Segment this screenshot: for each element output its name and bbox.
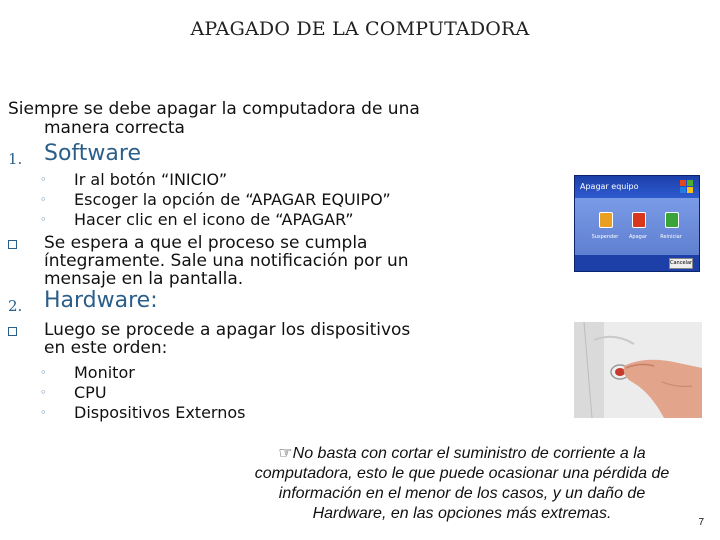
bullet-icon: ◦ xyxy=(40,386,47,399)
list-item: ◦ Monitor xyxy=(40,363,135,382)
list-item: ◦ Escoger la opción de “APAGAR EQUIPO” xyxy=(40,190,391,209)
bullet-icon: ◦ xyxy=(40,213,47,226)
dialog-body xyxy=(575,198,699,255)
square-bullet-icon xyxy=(8,240,17,249)
section-heading-software: Software xyxy=(44,141,141,166)
power-button-photo xyxy=(574,322,702,418)
intro-line-2: manera correcta xyxy=(44,118,185,138)
suspend-label: Suspender xyxy=(591,234,619,240)
hand-pressing-button-illustration xyxy=(574,322,702,418)
page-number: 7 xyxy=(698,517,704,528)
section-number-1: 1. xyxy=(8,150,23,168)
bullet-icon: ◦ xyxy=(40,406,47,419)
section-1-paragraph: Se espera a que el proceso se cumpla íntegramente. Sale una notificación por un mensaje en la pantalla. xyxy=(44,233,409,289)
suspend-button[interactable] xyxy=(599,212,613,228)
intro-line-1: Siempre se debe apagar la computadora de una xyxy=(8,99,420,119)
page-title: APAGADO DE LA COMPUTADORA xyxy=(190,18,530,40)
cancel-button[interactable]: Cancelar xyxy=(669,258,693,269)
power-off-button[interactable] xyxy=(632,212,646,228)
restart-label: Reiniciar xyxy=(660,234,682,240)
bullet-icon: ◦ xyxy=(40,366,47,379)
bullet-icon: ◦ xyxy=(40,193,47,206)
list-item: ◦ Ir al botón “INICIO” xyxy=(40,170,228,189)
dialog-title: Apagar equipo xyxy=(580,182,639,191)
warning-note: ☞No basta con cortar el suministro de corriente a la computadora, esto le que puede ocasionar una pérdida de información en el menor de los casos, y un daño de Hardware, en las opciones más extremas. xyxy=(254,443,670,522)
restart-button[interactable] xyxy=(665,212,679,228)
list-item: ◦ CPU xyxy=(40,383,107,402)
windows-logo-icon xyxy=(680,180,694,194)
section-heading-hardware: Hardware: xyxy=(44,288,158,313)
list-item: ◦ Dispositivos Externos xyxy=(40,403,246,422)
intro-text xyxy=(8,100,488,138)
section-number-2: 2. xyxy=(8,297,23,315)
hand-pointer-icon: ☞ xyxy=(278,443,293,462)
bullet-icon: ◦ xyxy=(40,173,47,186)
shutdown-dialog-image xyxy=(574,175,700,272)
list-item: ◦ Hacer clic en el icono de “APAGAR” xyxy=(40,210,354,229)
section-2-paragraph: Luego se procede a apagar los dispositivos en este orden: xyxy=(44,320,411,358)
square-bullet-icon xyxy=(8,327,17,336)
dialog-titlebar xyxy=(575,176,699,198)
power-off-label: Apagar xyxy=(629,234,647,240)
